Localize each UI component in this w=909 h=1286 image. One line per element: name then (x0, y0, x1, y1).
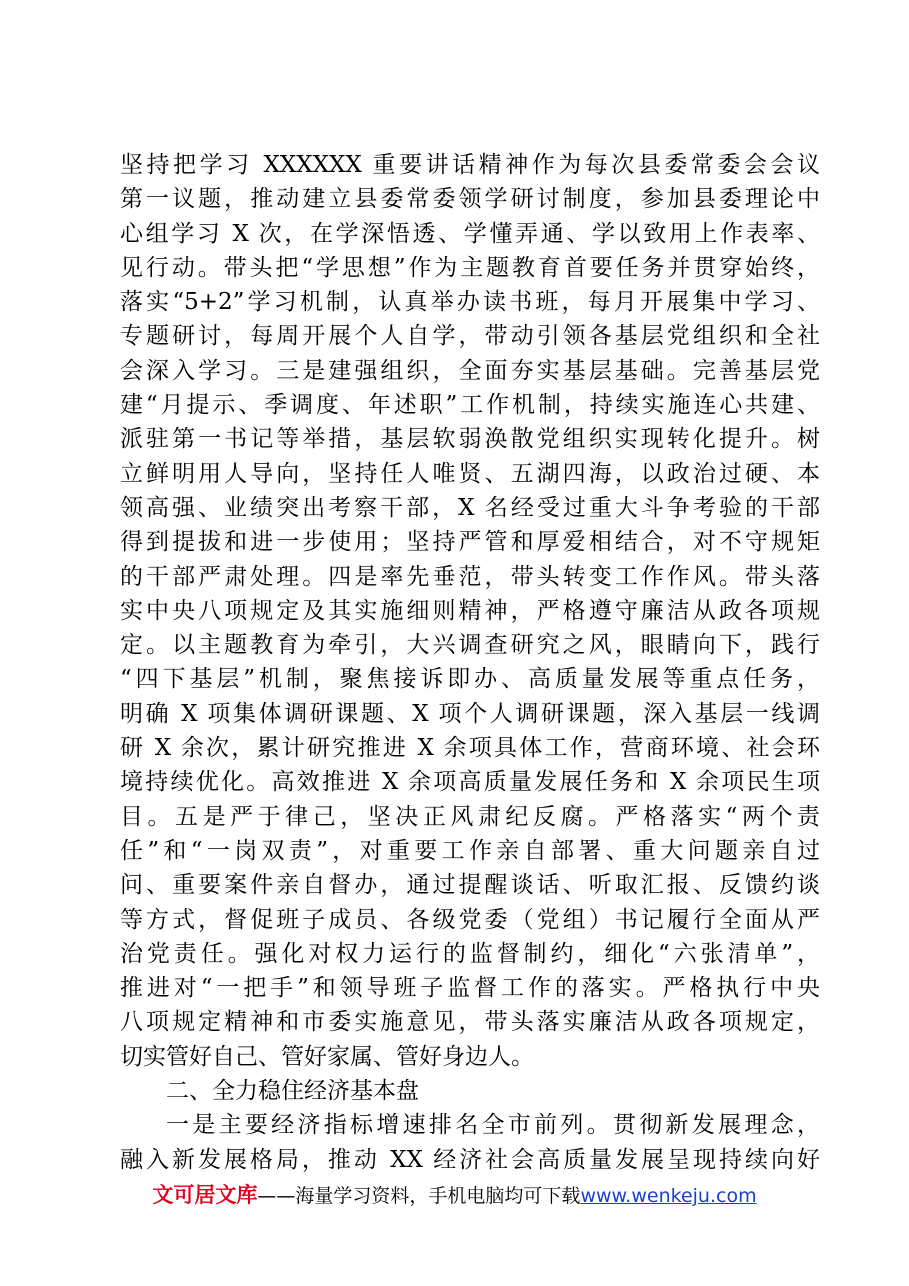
paragraph-line: 第一议题，推动建立县委常委领学研讨制度，参加县委理论中 (120, 186, 820, 213)
paragraph-line: 落实“5+2”学习机制，认真举办读书班，每月开展集中学习、 (120, 289, 820, 316)
paragraph-line: 八项规定精神和市委实施意见，带头落实廉洁从政各项规定， (120, 1009, 820, 1036)
paragraph-line: “四下基层”机制，聚焦接诉即办、高质量发展等重点任务， (120, 666, 820, 693)
watermark-footer (0, 1180, 909, 1211)
paragraph-line: 派驻第一书记等举措，基层软弱涣散党组织实现转化提升。树 (120, 426, 820, 453)
document-body (120, 148, 820, 1177)
section-paragraph-line: 一是主要经济指标增速排名全市前列。贯彻新发展理念， (166, 1112, 820, 1139)
paragraph-line: 目。五是严于律己，坚决正风肃纪反腐。严格落实“两个责 (120, 803, 820, 830)
footer-brand: 文可居文库 (152, 1183, 258, 1207)
paragraph-line: 境持续优化。高效推进 X 余项高质量发展任务和 X 余项民生项 (120, 769, 820, 796)
paragraph-line: 定。以主题教育为牵引，大兴调查研究之风，眼睛向下，践行 (120, 632, 820, 659)
footer-url-link[interactable]: www.wenkeju.com (580, 1185, 757, 1207)
paragraph-line: 明确 X 项集体调研课题、X 项个人调研课题，深入基层一线调 (120, 700, 820, 727)
paragraph-line: 立鲜明用人导向，坚持任人唯贤、五湖四海，以政治过硬、本 (120, 460, 820, 487)
paragraph-line: 心组学习 X 次，在学深悟透、学懂弄通、学以致用上作表率、 (120, 220, 820, 247)
paragraph-line: 任”和“一岗双责”，对重要工作亲自部署、重大问题亲自过 (120, 837, 820, 864)
paragraph-line: 问、重要案件亲自督办，通过提醒谈话、听取汇报、反馈约谈 (120, 872, 820, 899)
paragraph-line: 会深入学习。三是建强组织，全面夯实基层基础。完善基层党 (120, 357, 820, 384)
paragraph-line: 实中央八项规定及其实施细则精神，严格遵守廉洁从政各项规 (120, 597, 820, 624)
paragraph-line: 的干部严肃处理。四是率先垂范，带头转变工作作风。带头落 (120, 563, 820, 590)
paragraph-line: 推进对“一把手”和领导班子监督工作的落实。严格执行中央 (120, 975, 820, 1002)
paragraph-line: 切实管好自己、管好家属、管好身边人。 (120, 1043, 534, 1070)
section-heading: 二、全力稳住经济基本盘 (166, 1078, 419, 1105)
paragraph-line: 坚持把学习 XXXXXX 重要讲话精神作为每次县委常委会会议 (120, 152, 820, 178)
paragraph-line: 治党责任。强化对权力运行的监督制约，细化“六张清单”， (120, 940, 820, 967)
section-paragraph-line: 融入新发展格局，推动 XX 经济社会高质量发展呈现持续向好 (120, 1146, 820, 1173)
paragraph-line: 得到提拔和进一步使用；坚持严管和厚爱相结合，对不守规矩 (120, 529, 820, 556)
paragraph-line: 见行动。带头把“学思想”作为主题教育首要任务并贯穿始终， (120, 254, 820, 281)
paragraph-line: 研 X 余次，累计研究推进 X 余项具体工作，营商环境、社会环 (120, 735, 820, 762)
paragraph-line: 专题研讨，每周开展个人自学，带动引领各基层党组织和全社 (120, 323, 820, 350)
paragraph-line: 等方式，督促班子成员、各级党委（党组）书记履行全面从严 (120, 906, 820, 933)
paragraph-line: 建“月提示、季调度、年述职”工作机制，持续实施连心共建、 (120, 392, 820, 419)
footer-tagline: ——海量学习资料，手机电脑均可下载 (257, 1185, 581, 1207)
paragraph-line: 领高强、业绩突出考察干部，X 名经受过重大斗争考验的干部 (120, 494, 820, 521)
